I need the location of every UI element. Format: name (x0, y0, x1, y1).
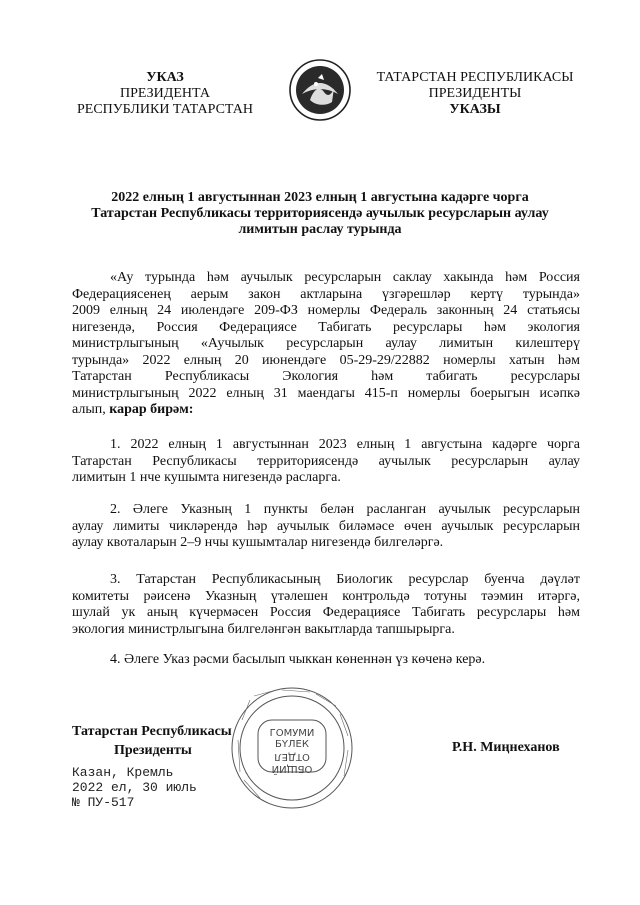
item-line: лимитын 1 нче кушымта нигезендә расларга. (72, 470, 341, 485)
title-line: 2022 елның 1 августыннан 2023 елның 1 августына кадәрге чорга (111, 190, 529, 205)
place-date-block (72, 765, 197, 810)
preamble-line: Федерациясенең аерым закон актларына үзгәрешләр кертү турында» (72, 286, 580, 302)
official-stamp (220, 680, 360, 810)
signature-title-line2: Президенты (114, 743, 192, 758)
preamble-line: 2009 елның 24 июлендәге 209-ФЗ номерлы Федераль законның 24 статьясы (72, 303, 580, 318)
signature-title-line1: Татарстан Республикасы (72, 724, 232, 739)
header-right-line3: УКАЗЫ (449, 102, 501, 117)
preamble-line: нигезендә, Россия Федерациясе Табигать ресурслары һәм экология (72, 319, 580, 335)
document-title (60, 190, 580, 238)
stamp-line1: ГОМУМИ (269, 728, 315, 739)
preamble-line: турында» 2022 елның 20 июнендәге 05-29-29/22882 номерлы хатын һәм (72, 352, 580, 368)
item-line: 2. Әлеге Указның 1 пункты белән расланган аучылык ресурсларын (110, 502, 580, 517)
preamble-line: министрлыгының 2022 елның 31 маендагы 415-п номерлы боерыгын исәпкә (72, 385, 580, 401)
item-line: Татарстан Республикасы территориясендә аучылык ресурсларын аулау (72, 453, 580, 469)
item-2 (72, 502, 580, 552)
header-left-line1: УКАЗ (146, 70, 184, 85)
item-line: комитеты рәисенә Указның үтәлешен контрольдә тотуны тәэмин итәргә, (72, 588, 580, 604)
item-line: экология министрлыгына билгеләнгән вакытларда тапшырырга. (72, 621, 455, 637)
item-1 (72, 437, 580, 487)
title-line: лимитын раслау турында (238, 222, 402, 237)
item-3 (72, 572, 580, 638)
header-right-line1: ТАТАРСТАН РЕСПУБЛИКАСЫ (376, 70, 574, 85)
header-left (55, 70, 275, 118)
title-line: Татарстан Республикасы территориясендә аучылык ресурсларын аулау (91, 206, 549, 221)
decision-phrase: карар бирәм: (109, 402, 194, 417)
item-4 (72, 652, 580, 669)
decree-date: 2022 ел, 30 июль (72, 780, 197, 795)
preamble-line: «Ау турында һәм аучылык ресурсларын саклау хакында һәм Россия (110, 270, 580, 285)
stamp-line4: ОБЩИЙ (271, 763, 313, 774)
preamble-line (72, 402, 580, 419)
header-left-line2: ПРЕЗИДЕНТА (120, 86, 210, 101)
decree-number: № ПУ-517 (72, 795, 135, 810)
preamble-line: министрлыгының «Аучылык ресурсларын аулау лимитын килештерү (72, 336, 580, 351)
preamble-last-text: алып, (72, 402, 106, 417)
header-right (355, 70, 595, 118)
tatarstan-emblem-icon (288, 58, 352, 122)
signature-title (72, 722, 232, 760)
item-line: 1. 2022 елның 1 августыннан 2023 елның 1 августына кадәрге чорга (110, 437, 580, 452)
item-line: аулау квоталарын 2–9 нчы кушымталар нигезендә билгеләргә. (72, 535, 444, 550)
stamp-line3: ОТДЕЛ (274, 751, 310, 762)
stamp-line2: БҮЛЕК (275, 739, 309, 750)
preamble-paragraph (72, 270, 580, 419)
place-city: Казан, Кремль (72, 765, 174, 780)
header-left-line3: РЕСПУБЛИКИ ТАТАРСТАН (76, 102, 253, 117)
item-line: 3. Татарстан Республикасының Биологик ресурслар буенча дәүләт (110, 572, 580, 587)
item-line: аулау лимиты чикләрендә һәр аучылык биләмәсе өчен аучылык ресурсларын (72, 518, 580, 534)
header-right-line2: ПРЕЗИДЕНТЫ (428, 86, 522, 101)
item-line: 4. Әлеге Указ рәсми басылып чыккан көненнән үз көченә керә. (110, 652, 486, 667)
preamble-line: Татарстан Республикасы Экология һәм табигать ресурслары (72, 369, 580, 384)
signature-name: Р.Н. Миңнеханов (452, 740, 560, 755)
item-line: шулай ук аның күчермәсен Россия Федерациясе Табигать ресурслары һәм (72, 605, 580, 620)
